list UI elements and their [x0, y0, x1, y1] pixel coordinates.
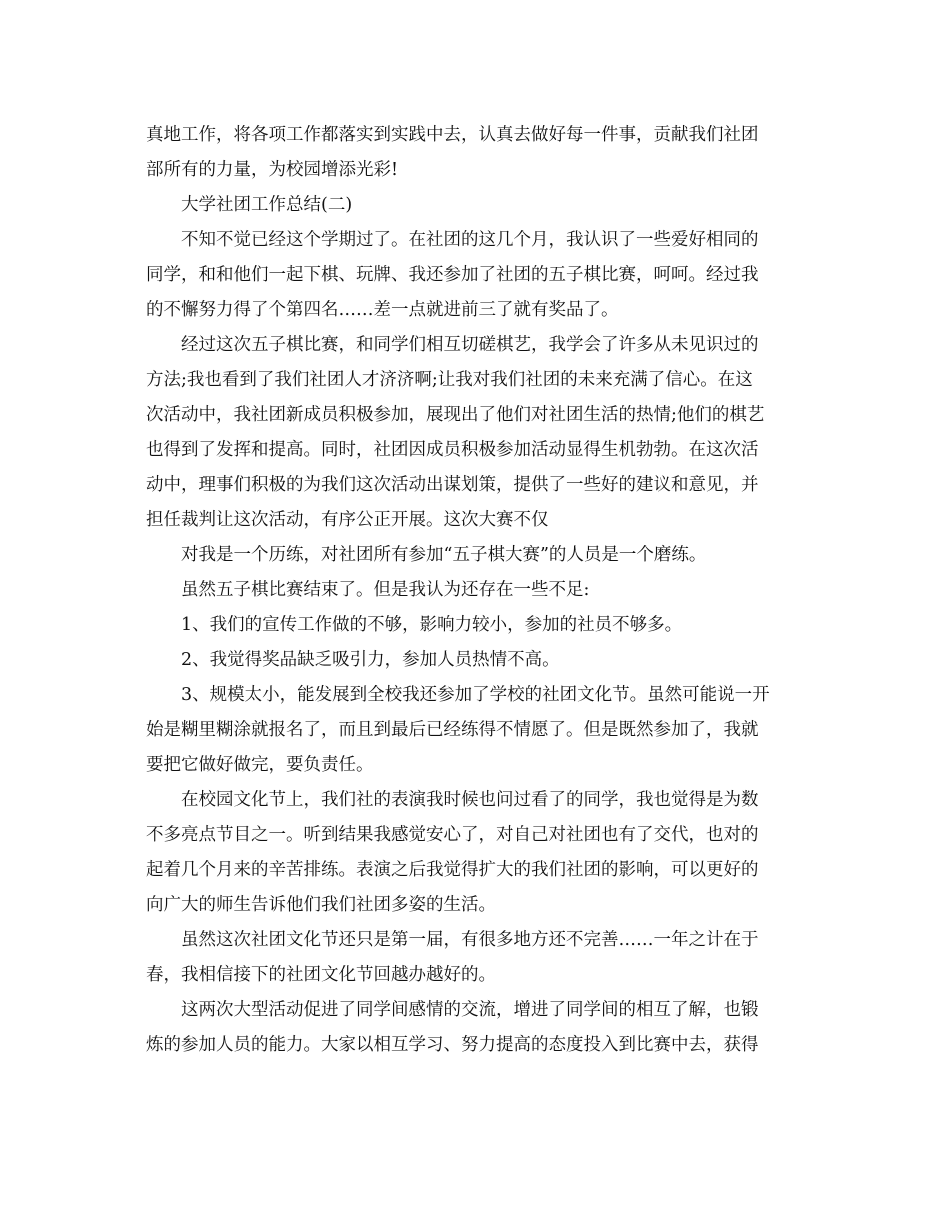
text-line: 虽然这次社团文化节还只是第一届，有很多地方还不完善……一年之计在于	[181, 930, 759, 950]
section-heading: 大学社团工作总结(二)	[181, 195, 353, 215]
text-line: 1、我们的宣传工作做的不够，影响力较小，参加的社员不够多。	[181, 615, 683, 635]
text-line: 2、我觉得奖品缺乏吸引力，参加人员热情不高。	[181, 650, 560, 670]
text-line: 向广大的师生告诉他们我们社团多姿的生活。	[146, 895, 496, 915]
text-line: 炼的参加人员的能力。大家以相互学习、努力提高的态度投入到比赛中去，获得	[146, 1035, 759, 1055]
text-line: 要把它做好做完，要负责任。	[146, 755, 374, 775]
text-line: 始是糊里糊涂就报名了，而且到最后已经练得不情愿了。但是既然参加了，我就	[146, 720, 759, 740]
text-line: 方法;我也看到了我们社团人才济济啊;让我对我们社团的未来充满了信心。在这	[146, 370, 753, 390]
document-body	[146, 118, 806, 1063]
text-line: 对我是一个历练，对社团所有参加“五子棋大赛”的人员是一个磨练。	[181, 545, 707, 565]
text-line: 不知不觉已经这个学期过了。在社团的这几个月，我认识了一些爱好相同的	[181, 230, 759, 250]
text-line: 3、规模太小，能发展到全校我还参加了学校的社团文化节。虽然可能说一开	[181, 685, 770, 705]
text-line: 这两次大型活动促进了同学间感情的交流，增进了同学间的相互了解，也锻	[181, 1000, 759, 1020]
text-line: 春，我相信接下的社团文化节回越办越好的。	[146, 965, 496, 985]
text-line: 同学，和和他们一起下棋、玩牌、我还参加了社团的五子棋比赛，呵呵。经过我	[146, 265, 759, 285]
text-line: 也得到了发挥和提高。同时，社团因成员积极参加活动显得生机勃勃。在这次活	[146, 440, 759, 460]
text-line: 虽然五子棋比赛结束了。但是我认为还存在一些不足:	[181, 580, 590, 600]
text-line: 次活动中，我社团新成员积极参加，展现出了他们对社团生活的热情;他们的棋艺	[146, 405, 765, 425]
text-line: 不多亮点节目之一。听到结果我感觉安心了，对自己对社团也有了交代，也对的	[146, 825, 759, 845]
text-line: 担任裁判让这次活动，有序公正开展。这次大赛不仅	[146, 510, 549, 530]
text-line: 起着几个月来的辛苦排练。表演之后我觉得扩大的我们社团的影响，可以更好的	[146, 860, 759, 880]
text-line: 动中，理事们积极的为我们这次活动出谋划策，提供了一些好的建议和意见，并	[146, 475, 759, 495]
text-line: 部所有的力量，为校园增添光彩!	[146, 160, 399, 180]
text-line: 真地工作，将各项工作都落实到实践中去，认真去做好每一件事，贡献我们社团	[146, 125, 759, 145]
text-line: 经过这次五子棋比赛，和同学们相互切磋棋艺，我学会了许多从未见识过的	[181, 335, 759, 355]
text-line: 在校园文化节上，我们社的表演我时候也问过看了的同学，我也觉得是为数	[181, 790, 759, 810]
text-line: 的不懈努力得了个第四名……差一点就进前三了就有奖品了。	[146, 300, 619, 320]
